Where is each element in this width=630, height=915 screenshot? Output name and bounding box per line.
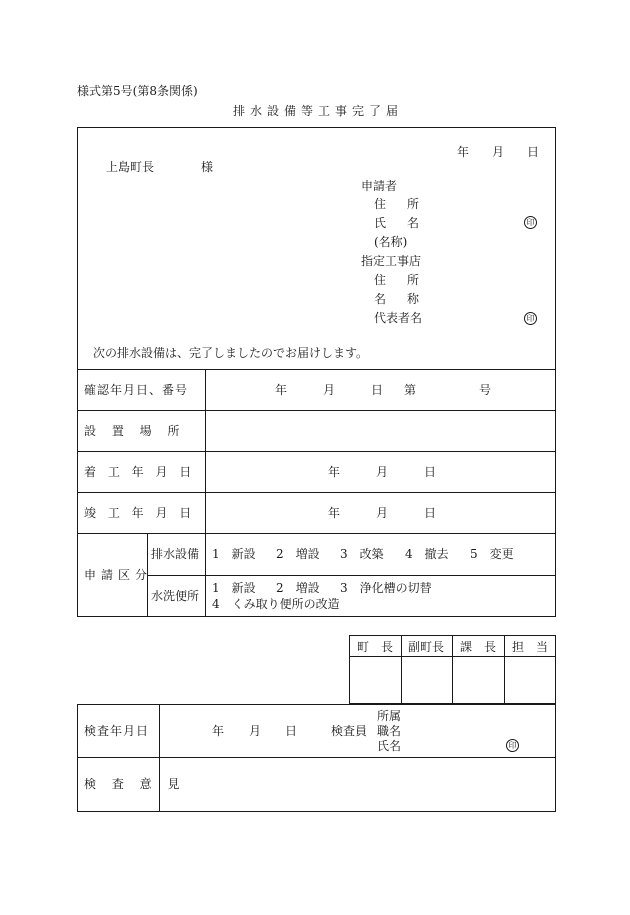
start-year: 年 [328, 465, 341, 479]
completion-year: 年 [328, 506, 341, 520]
applicant-name-b: 名 [407, 216, 420, 230]
contractor-name-a: 名 [374, 292, 387, 306]
applicant-heading: 申請者 [361, 179, 398, 193]
confirm-dai: 第 [404, 383, 417, 397]
contractor-name-b: 称 [407, 292, 420, 306]
addressee-honorific: 様 [201, 160, 214, 174]
toilet-option-1: 1 新設 [212, 581, 256, 595]
confirm-year: 年 [275, 383, 288, 397]
start-day: 日 [424, 465, 437, 479]
drainage-option-4: 4 撤去 [405, 547, 449, 561]
applicant-name-a: 氏 [374, 216, 387, 230]
date-day: 日 [527, 145, 540, 159]
inspector-seal-icon: 印 [506, 739, 519, 752]
inspection-date-label: 検査年月日 [84, 724, 150, 738]
form-title: 排水設備等工事完了届 [233, 104, 404, 118]
toilet-option-3: 3 浄化槽の切替 [340, 581, 432, 595]
drainage-label: 排水設備 [151, 547, 200, 561]
drainage-option-5: 5 変更 [470, 547, 514, 561]
start-month: 月 [376, 465, 389, 479]
drainage-option-1: 1 新設 [212, 547, 256, 561]
confirm-day: 日 [371, 383, 384, 397]
inspection-box [77, 704, 556, 812]
inspection-opinion-label: 検 査 意 見 [84, 777, 186, 791]
inspector-affiliation: 所属 [377, 709, 402, 723]
inspection-day: 日 [285, 724, 298, 738]
inspector-label: 検査員 [331, 724, 368, 738]
approval-staff: 担 当 [512, 640, 549, 654]
inspection-month: 月 [249, 724, 262, 738]
confirm-month: 月 [323, 383, 336, 397]
completion-day: 日 [424, 506, 437, 520]
contractor-rep-label: 代表者名 [374, 311, 423, 325]
main-form-box [77, 127, 556, 617]
completion-label: 竣 工 年 月 日 [84, 506, 196, 520]
toilet-option-2: 2 増設 [276, 581, 320, 595]
contractor-heading: 指定工事店 [361, 254, 422, 268]
date-month: 月 [492, 145, 505, 159]
statement: 次の排水設備は、完了しましたのでお届けします。 [93, 346, 369, 360]
date-year: 年 [457, 145, 470, 159]
toilet-option-4: 4 くみ取り便所の改造 [212, 597, 340, 611]
start-label: 着 工 年 月 日 [84, 465, 196, 479]
applicant-seal-icon: 印 [524, 216, 537, 229]
addressee-name: 上島町長 [106, 160, 155, 174]
location-label: 設 置 場 所 [84, 424, 186, 438]
contractor-address-b: 所 [407, 273, 420, 287]
inspector-name: 氏名 [377, 739, 402, 753]
category-label: 申請区分 [84, 568, 153, 582]
inspector-position: 職名 [377, 724, 402, 738]
approval-vice-mayor: 副町長 [408, 640, 445, 654]
drainage-option-3: 3 改築 [340, 547, 384, 561]
applicant-address-a: 住 [374, 197, 387, 211]
confirm-label: 確認年月日、番号 [84, 383, 189, 397]
contractor-address-a: 住 [374, 273, 387, 287]
drainage-option-2: 2 増設 [276, 547, 320, 561]
toilet-label: 水洗便所 [151, 589, 200, 603]
applicant-corp-name: (名称) [374, 235, 408, 249]
contractor-seal-icon: 印 [524, 312, 537, 325]
form-number: 様式第5号(第8条関係) [77, 84, 198, 98]
applicant-address-b: 所 [407, 197, 420, 211]
approval-mayor: 町 長 [357, 640, 394, 654]
confirm-go: 号 [479, 383, 492, 397]
completion-month: 月 [376, 506, 389, 520]
approval-section-chief: 課 長 [460, 640, 497, 654]
inspection-year: 年 [212, 724, 225, 738]
